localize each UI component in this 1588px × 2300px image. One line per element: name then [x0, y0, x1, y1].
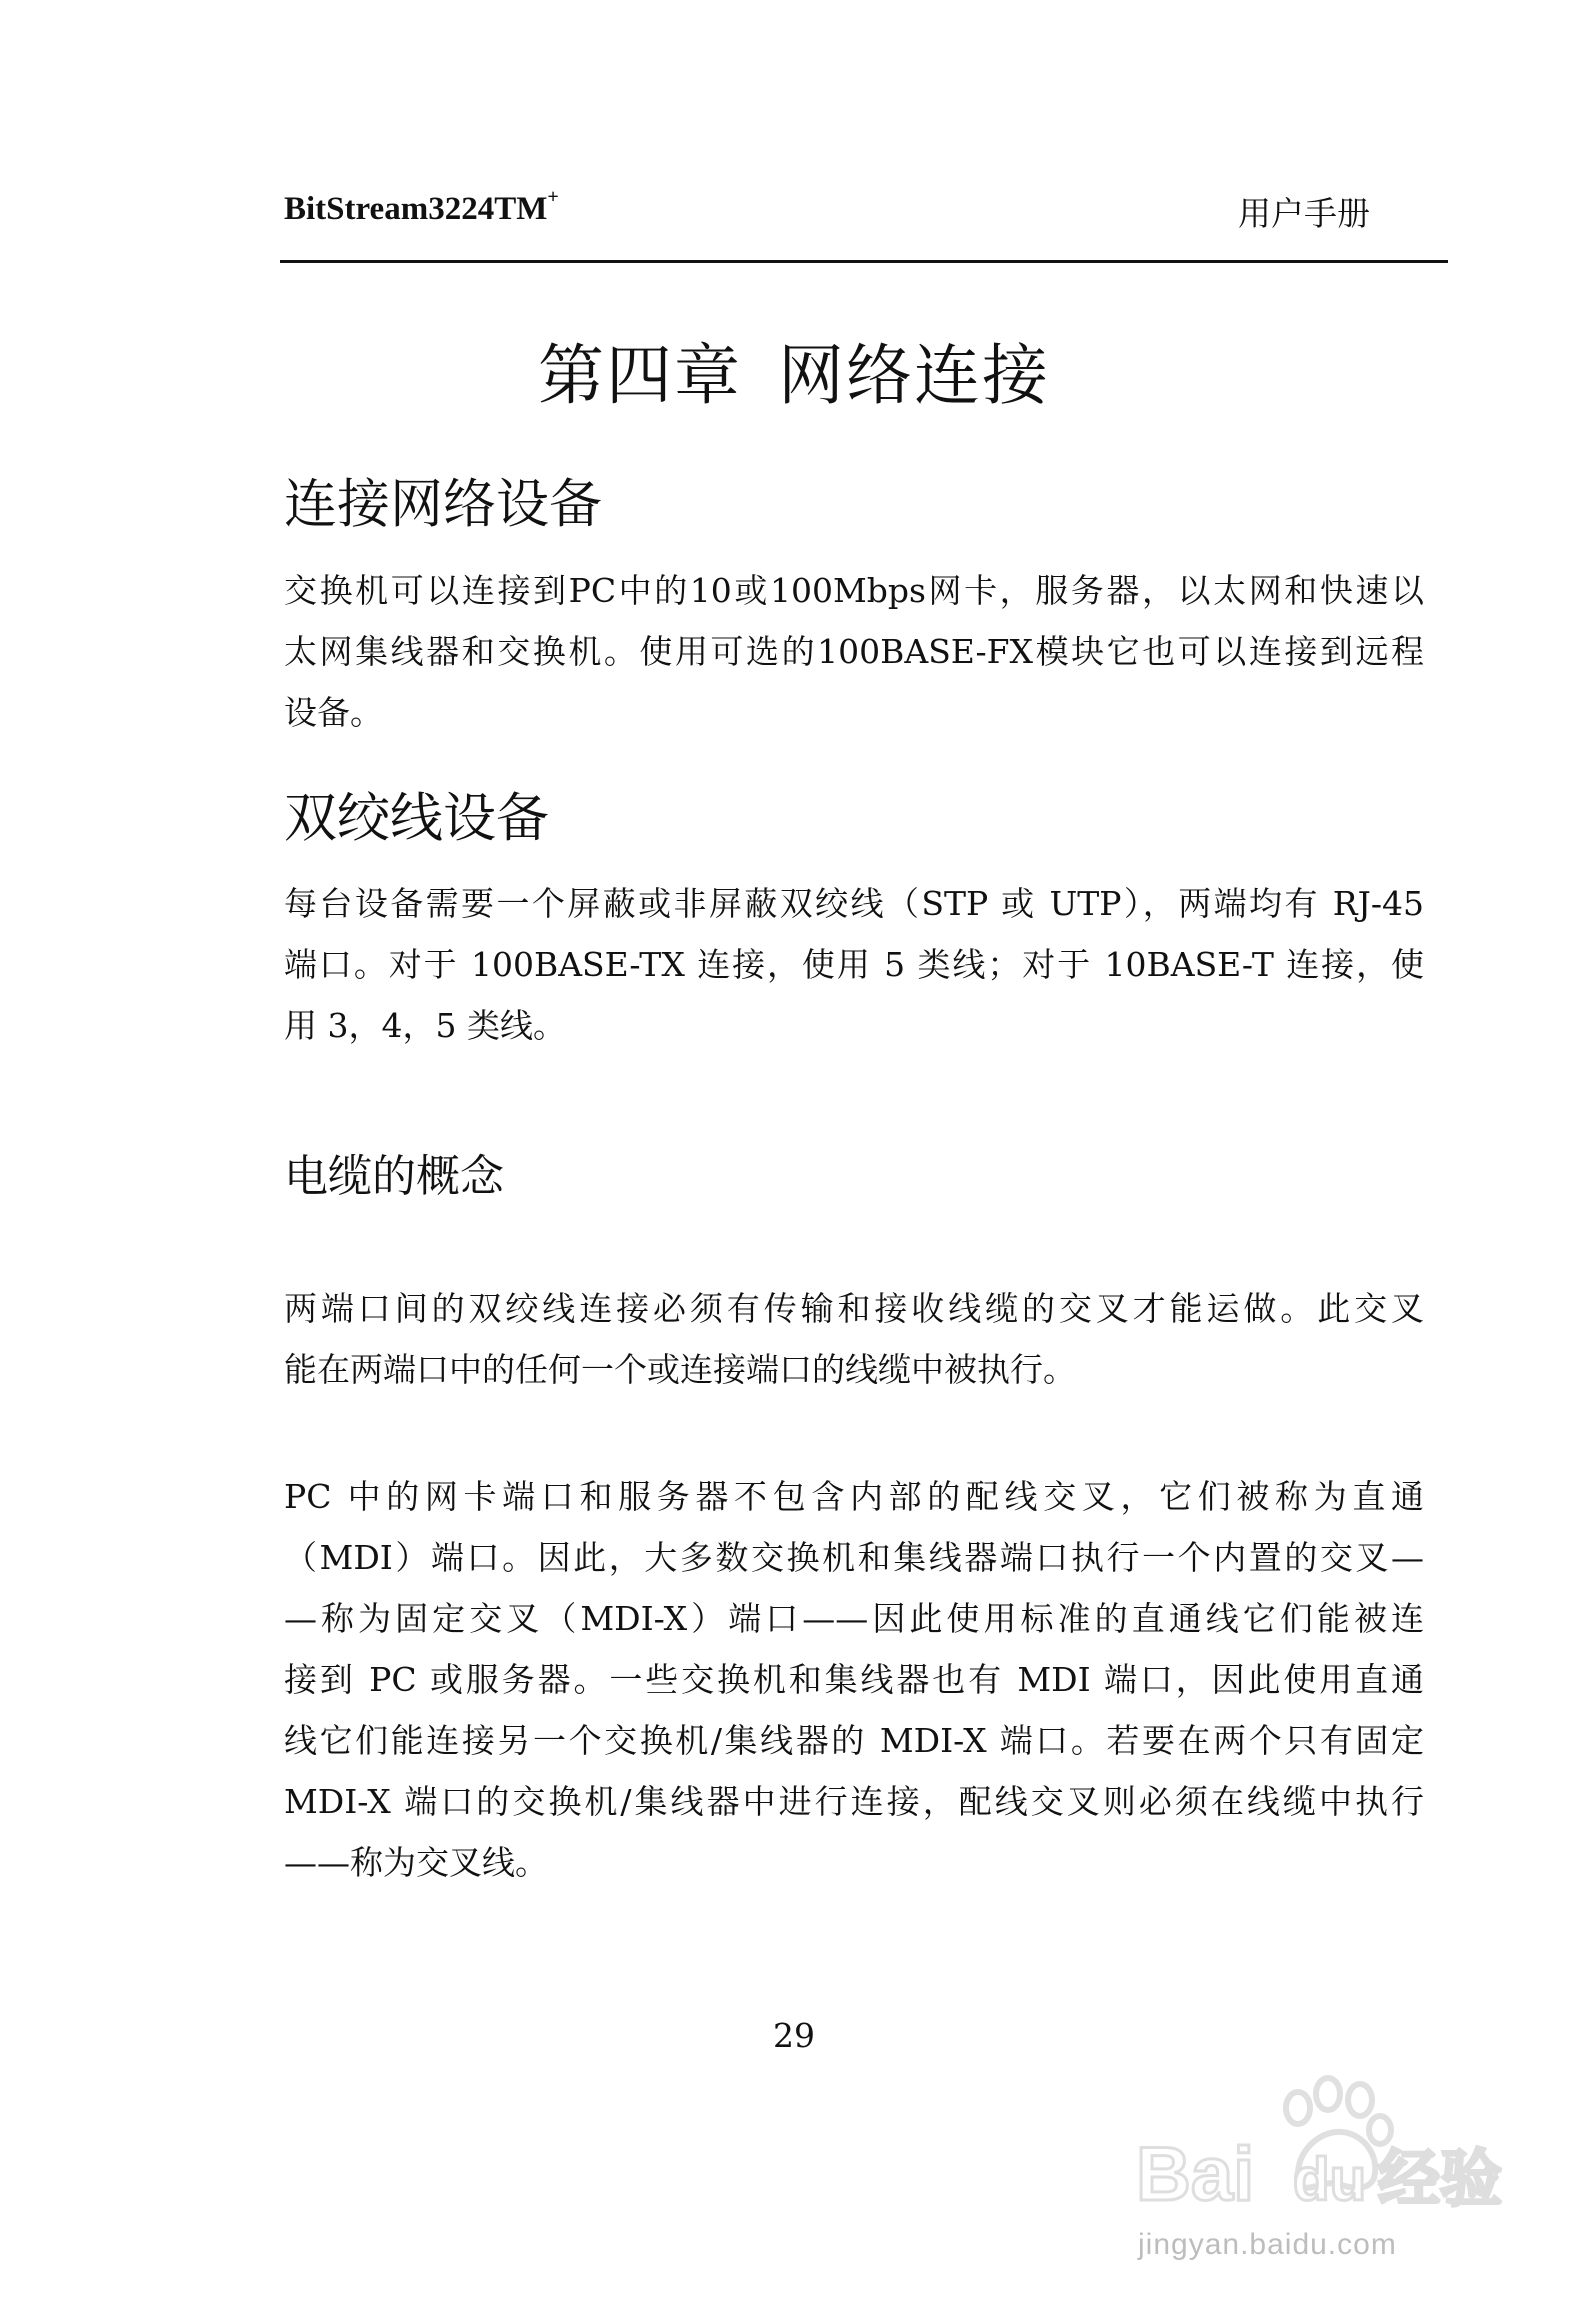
- paragraph-line: 太网集线器和交换机。使用可选的100BASE-FX模块它也可以连接到远程: [284, 632, 1424, 671]
- chapter-number: 第四章: [538, 337, 742, 414]
- paragraph-connect-devices: [284, 560, 1424, 743]
- paragraph-line: 接到 PC 或服务器。一些交换机和集线器也有 MDI 端口，因此使用直通: [284, 1660, 1424, 1699]
- paragraph-line: ——称为交叉线。: [284, 1843, 548, 1882]
- watermark-brand-cn: 经验: [1378, 2142, 1503, 2215]
- paragraph-mdi-explanation: [284, 1466, 1424, 1893]
- paragraph-line: 线它们能连接另一个交换机/集线器的 MDI-X 端口。若要在两个只有固定: [284, 1721, 1424, 1760]
- chapter-title: [0, 322, 1588, 417]
- paragraph-line: 两端口间的双绞线连接必须有传输和接收线缆的交叉才能运做。此交叉: [284, 1289, 1424, 1328]
- paragraph-line: 设备。: [284, 693, 383, 732]
- header-product-name: [284, 186, 559, 228]
- paragraph-crossover-intro: [284, 1278, 1424, 1400]
- paragraph-line: 交换机可以连接到PC中的10或100Mbps网卡，服务器，以太网和快速以: [284, 571, 1424, 610]
- paragraph-line: （MDI）端口。因此，大多数交换机和集线器端口执行一个内置的交叉—: [284, 1538, 1424, 1577]
- paragraph-line: 端口。对于 100BASE-TX 连接，使用 5 类线；对于 10BASE-T 连接，使: [284, 945, 1424, 984]
- watermark-brand-du: du: [1293, 2146, 1367, 2213]
- paragraph-line: PC 中的网卡端口和服务器不包含内部的配线交叉，它们被称为直通: [284, 1477, 1424, 1516]
- paragraph-line: —称为固定交叉（MDI-X）端口——因此使用标准的直通线它们能被连: [284, 1599, 1424, 1638]
- header-product-sup: +: [547, 186, 559, 208]
- header-doc-type: 用户手册: [1238, 194, 1370, 233]
- header-divider: [280, 260, 1448, 263]
- section-heading-twisted-pair: 双绞线设备: [284, 788, 549, 849]
- paragraph-line: 用 3，4，5 类线。: [284, 1006, 566, 1045]
- section-heading-connect-devices: 连接网络设备: [284, 474, 602, 535]
- chapter-name: 网络连接: [778, 337, 1050, 414]
- watermark-brand-bai: Bai: [1136, 2132, 1255, 2217]
- paragraph-line: MDI-X 端口的交换机/集线器中进行连接，配线交叉则必须在线缆中执行: [284, 1782, 1424, 1821]
- subsection-heading-cable-concept: 电缆的概念: [284, 1151, 504, 1202]
- paragraph-line: 每台设备需要一个屏蔽或非屏蔽双绞线（STP 或 UTP），两端均有 RJ-45: [284, 884, 1424, 923]
- paragraph-line: 能在两端口中的任何一个或连接端口的线缆中被执行。: [284, 1350, 1076, 1389]
- page-number: 29: [773, 2016, 815, 2055]
- header-product-text: BitStream3224TM: [284, 191, 548, 227]
- paragraph-twisted-pair: [284, 873, 1424, 1056]
- watermark-url: jingyan.baidu.com: [1138, 2228, 1397, 2261]
